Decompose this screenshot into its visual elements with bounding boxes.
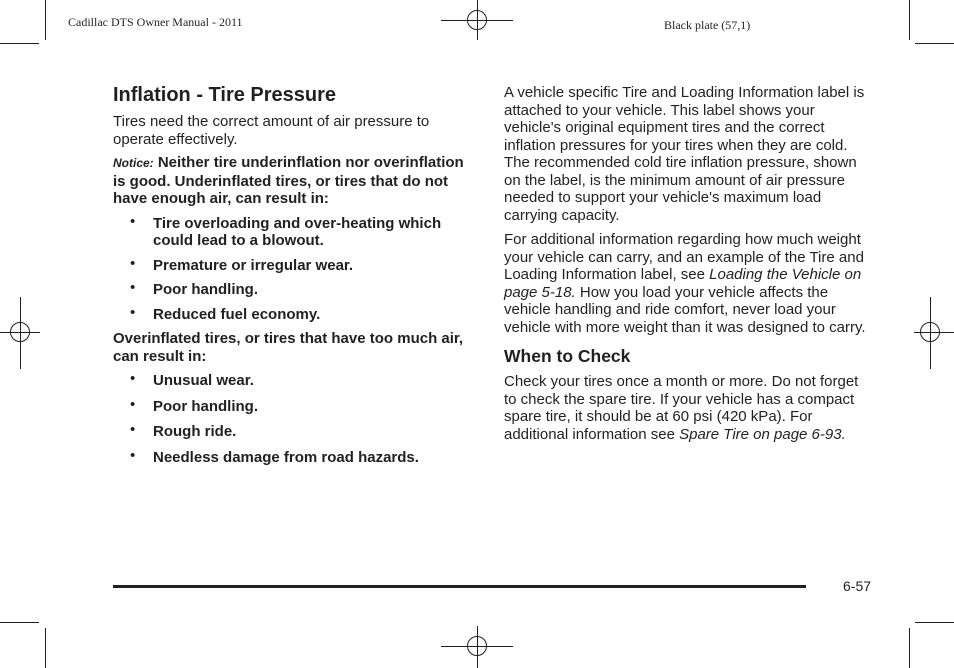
list-item: • Needless damage from road hazards. (130, 446, 419, 466)
notice-label: Notice: (113, 156, 154, 170)
left-column (113, 83, 473, 466)
page-number: 6-57 (843, 578, 872, 594)
overinflation-list (113, 372, 473, 466)
list-item: • Tire overloading and over-heating which could lead to a blowout. (130, 212, 442, 249)
section-title: Inflation - Tire Pressure (113, 84, 337, 106)
right-column (504, 84, 869, 443)
check-paragraph: Check your tires once a month or more. Do not forget to check the spare tire. If your vehicle has a compact spare tire, it should be at 60 psi (420 kPa). For additional information see Spare Tire on page 6-93. (504, 373, 859, 443)
list-item: • Poor handling. (130, 279, 258, 298)
list-item: • Premature or irregular wear. (130, 254, 354, 274)
notice-text: Neither tire underinflation nor overinflation is good. Underinflated tires, or tires that do not have enough air, can result in: (113, 154, 464, 207)
notice-paragraph (113, 154, 473, 208)
tire-label-paragraph: A vehicle specific Tire and Loading Information label is attached to your vehicle. This label shows your vehicle's original equipment tires and the correct inflation pressures for your tires when they are cold. The recommended cold tire inflation pressure, shown on the label, is the minimum amount of air pressure needed to support your vehicle's maximum load carrying capacity. (504, 84, 865, 224)
overinflation-intro: Overinflated tires, or tires that have too much air, can result in: (113, 330, 464, 365)
list-item: • Rough ride. (130, 421, 237, 440)
footer-rule (113, 585, 806, 588)
manual-title: Cadillac DTS Owner Manual - 2011 (68, 15, 243, 29)
when-to-check-heading: When to Check (504, 346, 631, 366)
list-item: • Reduced fuel economy. (130, 303, 321, 323)
plate-label: Black plate (57,1) (664, 18, 751, 32)
spare-tire-link[interactable]: Spare Tire on page 6-93. (679, 425, 846, 443)
loading-paragraph: For additional information regarding how much weight your vehicle can carry, and an example of the Tire and Loading Information label, see Loading the Vehicle on page 5-18. How you load your vehicle affects the vehicle handling and ride comfort, never load your vehicle with more weight than it was designed to carry. (504, 231, 866, 336)
intro-paragraph: Tires need the correct amount of air pressure to operate effectively. (113, 113, 430, 148)
list-item: • Poor handling. (130, 395, 258, 415)
loading-vehicle-link[interactable]: Loading the Vehicle on page 5-18. (504, 266, 862, 301)
list-item: • Unusual wear. (130, 370, 254, 389)
underinflation-list (113, 212, 473, 324)
